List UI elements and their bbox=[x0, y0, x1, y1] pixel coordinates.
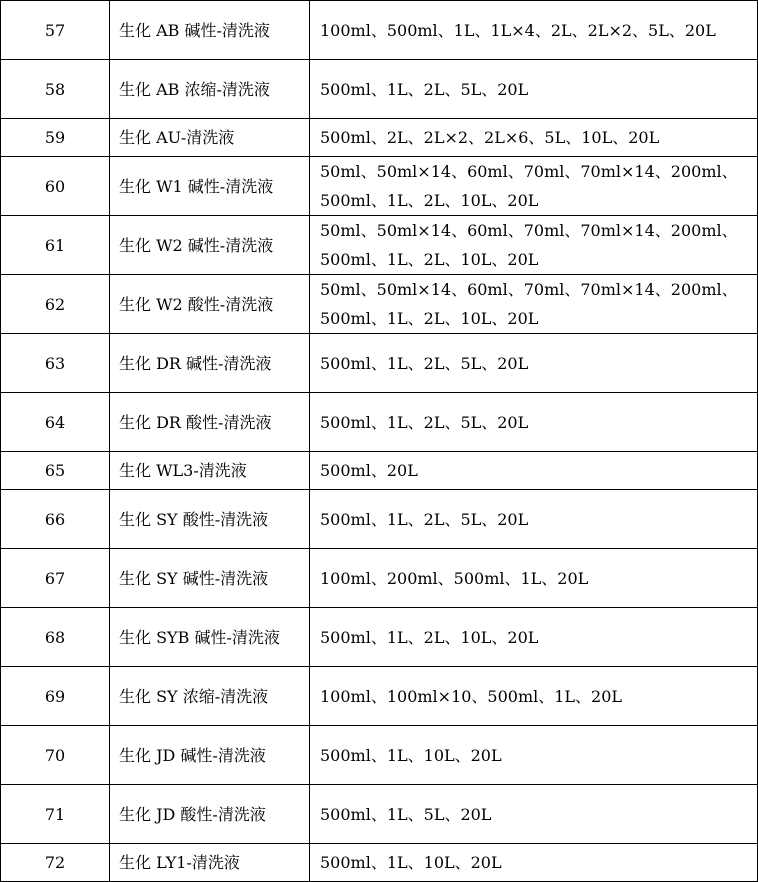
table-row bbox=[1, 1, 758, 60]
row-number: 59 bbox=[1, 119, 110, 157]
table-row bbox=[1, 844, 758, 882]
row-number: 65 bbox=[1, 452, 110, 490]
package-specs: 500ml、1L、2L、10L、20L bbox=[310, 608, 758, 667]
row-number: 71 bbox=[1, 785, 110, 844]
product-name: 生化 DR 酸性-清洗液 bbox=[110, 393, 310, 452]
package-specs: 50ml、50ml×14、60ml、70ml、70ml×14、200ml、500ml、1L、2L、10L、20L bbox=[310, 275, 758, 334]
table-row bbox=[1, 60, 758, 119]
product-name: 生化 AB 浓缩-清洗液 bbox=[110, 60, 310, 119]
package-specs: 500ml、1L、2L、5L、20L bbox=[310, 60, 758, 119]
table-row bbox=[1, 157, 758, 216]
product-name: 生化 JD 碱性-清洗液 bbox=[110, 726, 310, 785]
product-name: 生化 SY 碱性-清洗液 bbox=[110, 549, 310, 608]
product-name: 生化 DR 碱性-清洗液 bbox=[110, 334, 310, 393]
product-name: 生化 WL3-清洗液 bbox=[110, 452, 310, 490]
product-name: 生化 W1 碱性-清洗液 bbox=[110, 157, 310, 216]
product-name: 生化 LY1-清洗液 bbox=[110, 844, 310, 882]
row-number: 66 bbox=[1, 490, 110, 549]
table-row bbox=[1, 785, 758, 844]
product-name: 生化 W2 碱性-清洗液 bbox=[110, 216, 310, 275]
product-name: 生化 AU-清洗液 bbox=[110, 119, 310, 157]
row-number: 57 bbox=[1, 1, 110, 60]
package-specs: 50ml、50ml×14、60ml、70ml、70ml×14、200ml、500ml、1L、2L、10L、20L bbox=[310, 157, 758, 216]
table-row bbox=[1, 393, 758, 452]
package-specs: 500ml、2L、2L×2、2L×6、5L、10L、20L bbox=[310, 119, 758, 157]
package-specs: 500ml、1L、10L、20L bbox=[310, 844, 758, 882]
table-row bbox=[1, 608, 758, 667]
table-row bbox=[1, 216, 758, 275]
product-name: 生化 W2 酸性-清洗液 bbox=[110, 275, 310, 334]
package-specs: 500ml、1L、10L、20L bbox=[310, 726, 758, 785]
row-number: 70 bbox=[1, 726, 110, 785]
product-name: 生化 SYB 碱性-清洗液 bbox=[110, 608, 310, 667]
package-specs: 500ml、1L、5L、20L bbox=[310, 785, 758, 844]
product-name: 生化 AB 碱性-清洗液 bbox=[110, 1, 310, 60]
table-row bbox=[1, 275, 758, 334]
table-row bbox=[1, 726, 758, 785]
package-specs: 100ml、200ml、500ml、1L、20L bbox=[310, 549, 758, 608]
row-number: 61 bbox=[1, 216, 110, 275]
row-number: 60 bbox=[1, 157, 110, 216]
product-name: 生化 SY 酸性-清洗液 bbox=[110, 490, 310, 549]
row-number: 69 bbox=[1, 667, 110, 726]
row-number: 68 bbox=[1, 608, 110, 667]
package-specs: 100ml、100ml×10、500ml、1L、20L bbox=[310, 667, 758, 726]
row-number: 58 bbox=[1, 60, 110, 119]
product-name: 生化 JD 酸性-清洗液 bbox=[110, 785, 310, 844]
table-row bbox=[1, 490, 758, 549]
package-specs: 500ml、20L bbox=[310, 452, 758, 490]
row-number: 63 bbox=[1, 334, 110, 393]
row-number: 72 bbox=[1, 844, 110, 882]
row-number: 67 bbox=[1, 549, 110, 608]
package-specs: 500ml、1L、2L、5L、20L bbox=[310, 490, 758, 549]
table-row bbox=[1, 549, 758, 608]
package-specs: 500ml、1L、2L、5L、20L bbox=[310, 393, 758, 452]
package-specs: 50ml、50ml×14、60ml、70ml、70ml×14、200ml、500ml、1L、2L、10L、20L bbox=[310, 216, 758, 275]
package-specs: 500ml、1L、2L、5L、20L bbox=[310, 334, 758, 393]
table-row bbox=[1, 667, 758, 726]
row-number: 64 bbox=[1, 393, 110, 452]
table-row bbox=[1, 452, 758, 490]
table-row bbox=[1, 119, 758, 157]
product-name: 生化 SY 浓缩-清洗液 bbox=[110, 667, 310, 726]
row-number: 62 bbox=[1, 275, 110, 334]
package-specs: 100ml、500ml、1L、1L×4、2L、2L×2、5L、20L bbox=[310, 1, 758, 60]
table-row bbox=[1, 334, 758, 393]
